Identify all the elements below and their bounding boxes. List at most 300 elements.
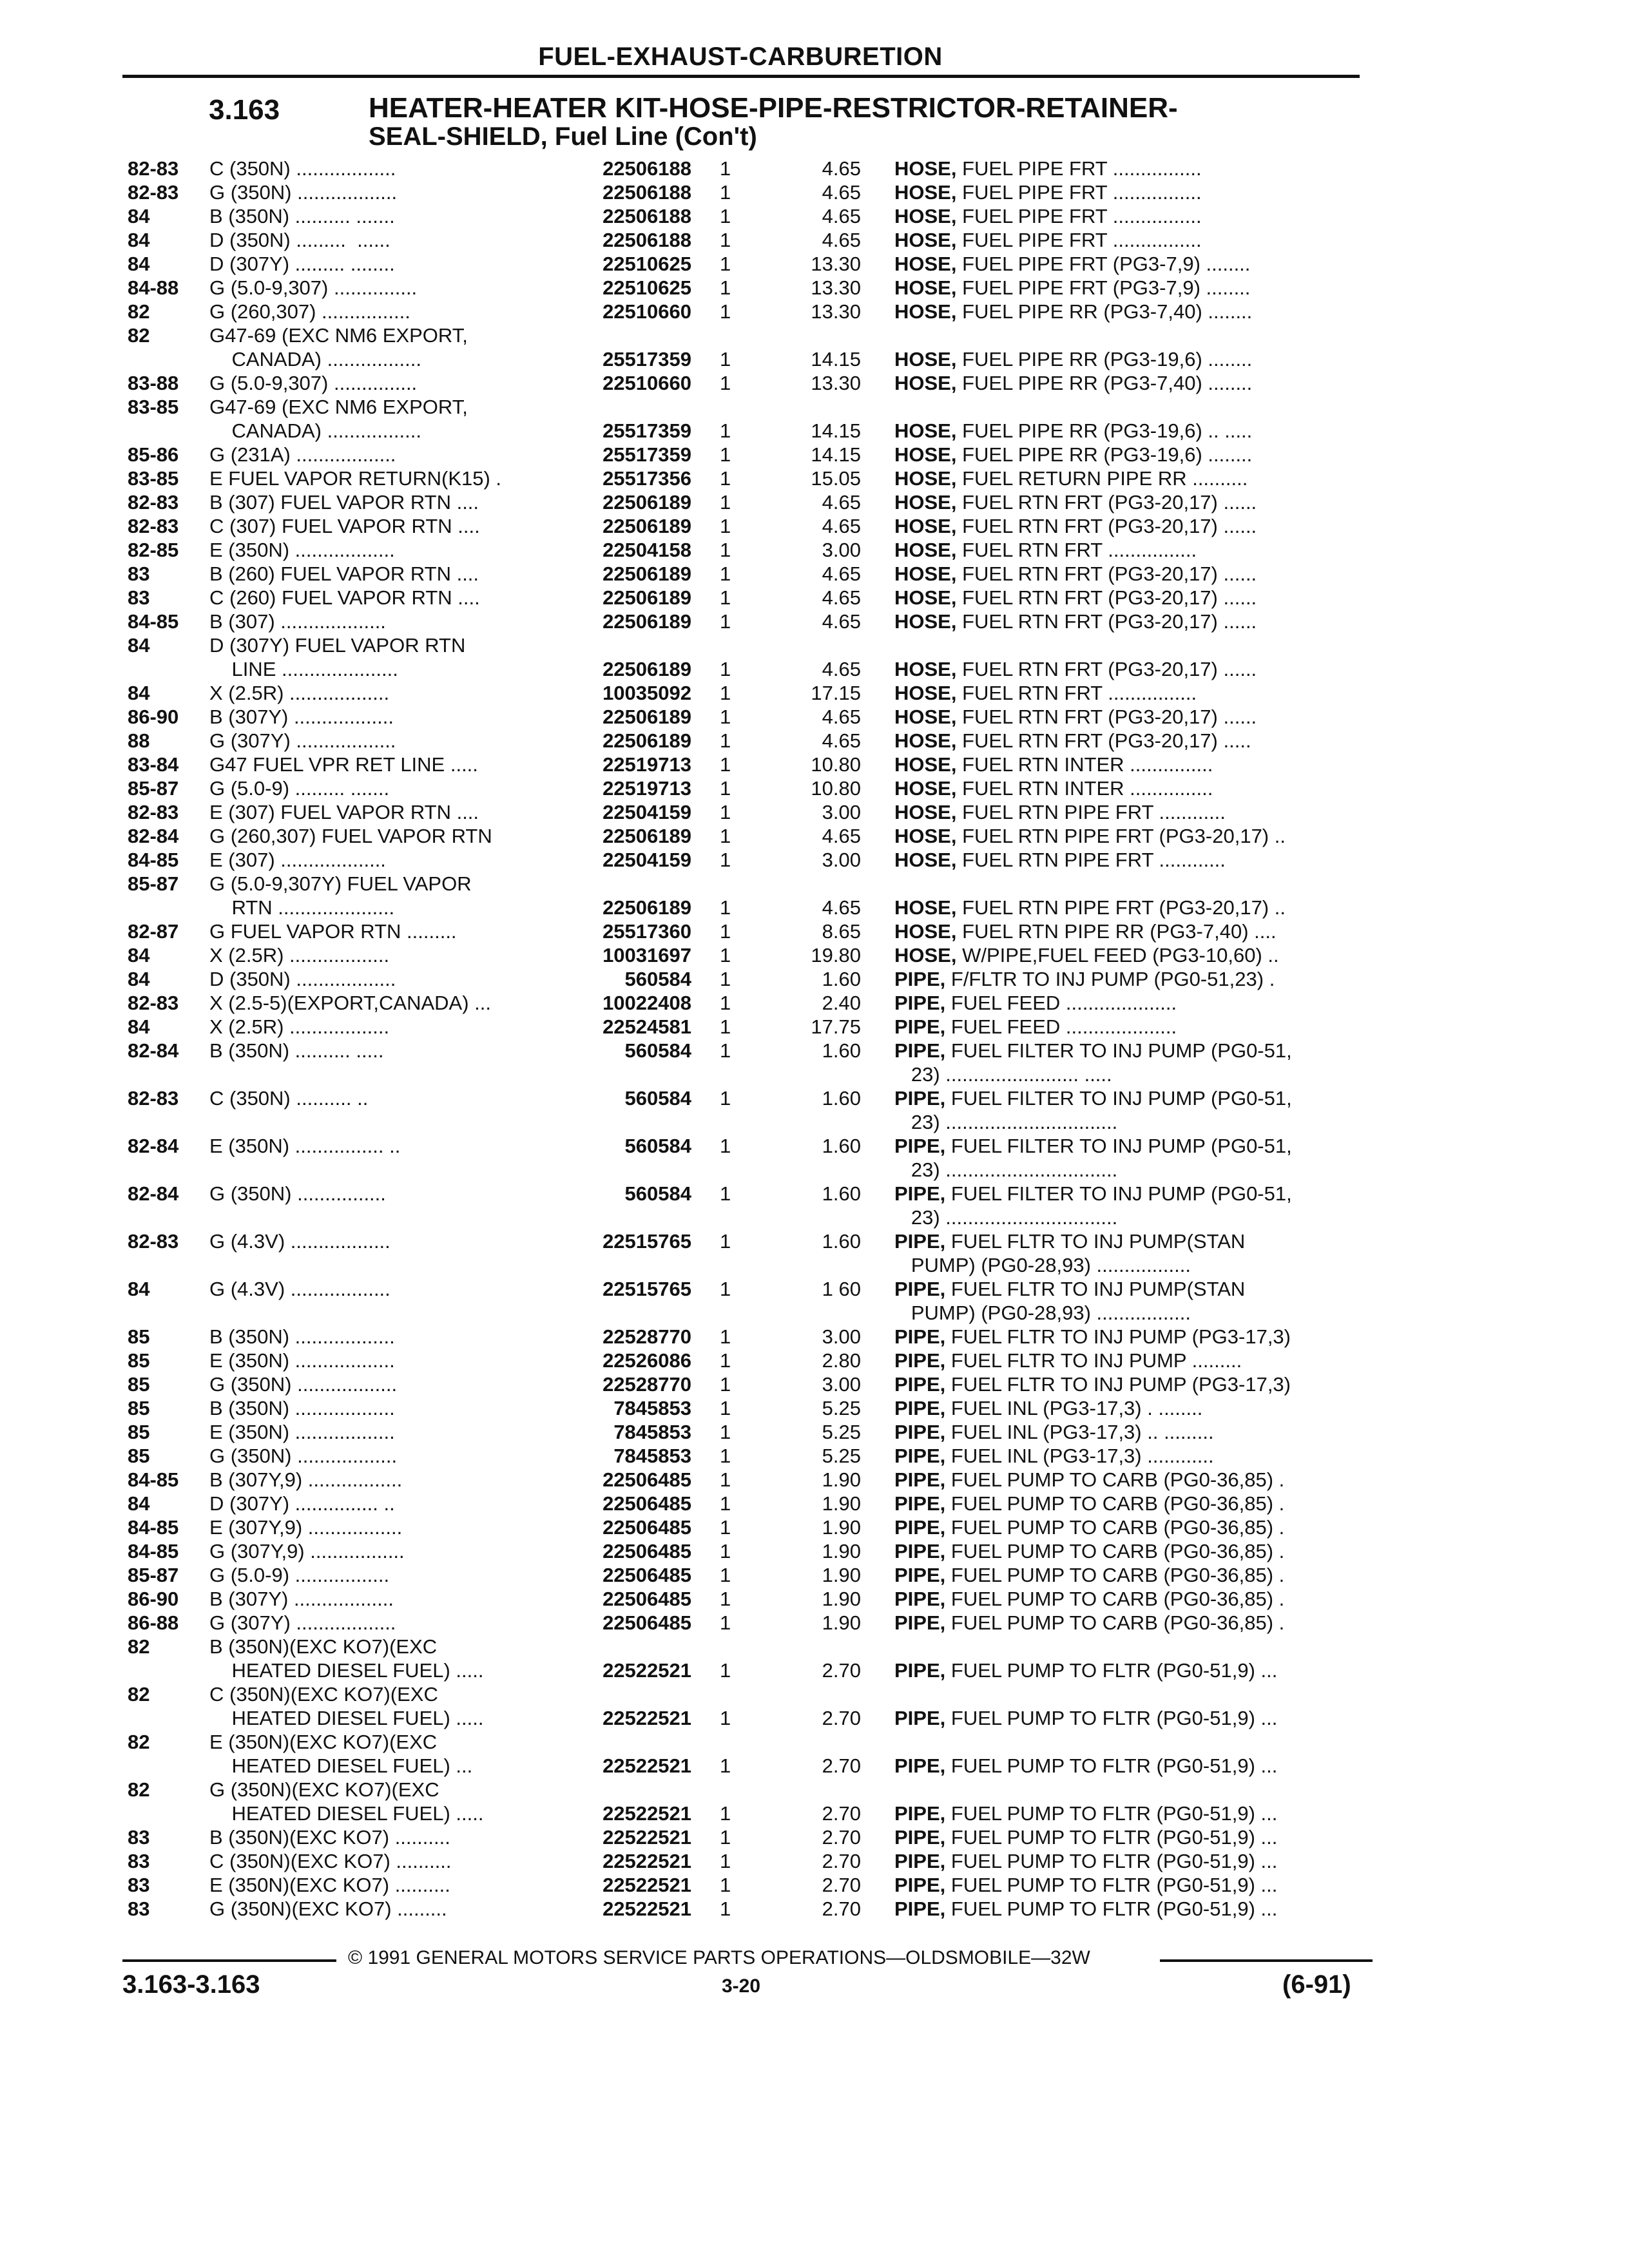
quantity: 1 <box>720 348 731 370</box>
application-desc: B (350N)(EXC KO7) .......... <box>209 1826 450 1849</box>
table-row <box>0 490 1629 514</box>
application-desc: C (350N) .......... .. <box>209 1087 369 1110</box>
part-number: 22506485 <box>602 1564 691 1586</box>
price: 4.65 <box>822 586 861 609</box>
table-row <box>0 1420 1629 1444</box>
application-desc: G (5.0-9,307) ............... <box>209 276 418 299</box>
part-name <box>894 1897 1365 1921</box>
table-row <box>0 1563 1629 1587</box>
table-row <box>0 443 1629 466</box>
model-year: 85 <box>128 1349 150 1372</box>
price: 13.30 <box>811 253 861 275</box>
part-name-text: FUEL FLTR TO INJ PUMP (PG3-17,3) <box>945 1373 1291 1396</box>
application-desc: G (5.0-9) ......... ....... <box>209 777 390 800</box>
footer-date-code: (6-91) <box>1282 1970 1351 1999</box>
part-name <box>894 729 1365 753</box>
application-desc: C (307) FUEL VAPOR RTN .... <box>209 515 480 537</box>
part-number: 22519713 <box>602 753 691 776</box>
part-name <box>894 1802 1365 1825</box>
part-name-type: HOSE, <box>894 753 957 776</box>
application-desc: X (2.5R) .................. <box>209 682 390 704</box>
model-year: 85-87 <box>128 777 179 800</box>
part-name-text: FUEL FLTR TO INJ PUMP (PG3-17,3) <box>945 1325 1291 1348</box>
table-row <box>0 1396 1629 1420</box>
part-number: 22506485 <box>602 1588 691 1610</box>
price: 4.65 <box>822 491 861 514</box>
price: 17.15 <box>811 682 861 704</box>
part-name-type: HOSE, <box>894 372 957 394</box>
price: 1.60 <box>822 968 861 990</box>
part-number: 25517356 <box>602 467 691 490</box>
table-row <box>0 1515 1629 1539</box>
header-rule <box>122 75 1360 78</box>
price: 1.90 <box>822 1468 861 1491</box>
part-name-type: PIPE, <box>894 1611 946 1634</box>
quantity: 1 <box>720 1373 731 1396</box>
part-number: 22506189 <box>602 586 691 609</box>
application-desc: CANADA) ................. <box>209 419 421 442</box>
price: 2.80 <box>822 1349 861 1372</box>
part-name <box>894 943 1365 967</box>
section-title <box>369 94 1178 151</box>
part-number: 22506189 <box>602 825 691 847</box>
model-year: 84 <box>128 1278 150 1300</box>
part-name-type: HOSE, <box>894 276 957 299</box>
price: 4.65 <box>822 181 861 204</box>
table-row <box>0 157 1629 180</box>
application-desc: X (2.5R) .................. <box>209 944 390 966</box>
table-row <box>0 1754 1629 1778</box>
part-name-type: PIPE, <box>894 1898 946 1920</box>
table-row <box>0 919 1629 943</box>
quantity: 1 <box>720 276 731 299</box>
table-row <box>0 776 1629 800</box>
part-name-type: PIPE, <box>894 1874 946 1896</box>
model-year: 82-83 <box>128 181 179 204</box>
part-name-text: 23) ........................ ..... <box>894 1063 1112 1086</box>
footer-rule-right <box>1160 1959 1373 1962</box>
footer-section-range: 3.163-3.163 <box>122 1970 260 1999</box>
part-name-text: FUEL RTN FRT ................ <box>956 682 1197 704</box>
quantity: 1 <box>720 849 731 871</box>
part-name-text: FUEL RTN FRT (PG3-20,17) ...... <box>956 562 1257 585</box>
quantity: 1 <box>720 1278 731 1300</box>
application-desc: G (307Y) .................. <box>209 1611 396 1634</box>
table-row <box>0 1682 1629 1706</box>
table-row <box>0 1468 1629 1492</box>
part-name-text: FUEL PIPE FRT ................ <box>956 157 1202 180</box>
application-desc: G FUEL VAPOR RTN ......... <box>209 920 457 943</box>
price: 1.90 <box>822 1516 861 1539</box>
part-name-text: FUEL PUMP TO CARB (PG0-36,85) . <box>945 1492 1285 1515</box>
part-name-text: F/FLTR TO INJ PUMP (PG0-51,23) . <box>945 968 1275 990</box>
application-desc: D (350N) ......... ...... <box>209 229 390 251</box>
price: 1.90 <box>822 1492 861 1515</box>
quantity: 1 <box>720 1397 731 1419</box>
part-name <box>894 1563 1365 1587</box>
table-row <box>0 1635 1629 1658</box>
part-number: 22506189 <box>602 896 691 919</box>
part-name-type: HOSE, <box>894 348 957 370</box>
application-desc: G (5.0-9,307) ............... <box>209 372 418 394</box>
part-name-text: FUEL FLTR TO INJ PUMP(STAN <box>945 1278 1246 1300</box>
table-row <box>0 1778 1629 1802</box>
part-name <box>894 276 1365 300</box>
table-row <box>0 1062 1629 1086</box>
part-name <box>894 1611 1365 1635</box>
model-year: 82 <box>128 300 150 323</box>
model-year: 83-85 <box>128 467 179 490</box>
footer-copyright: © 1991 GENERAL MOTORS SERVICE PARTS OPERATIONS—OLDSMOBILE—32W <box>348 1947 1090 1968</box>
quantity: 1 <box>720 1182 731 1205</box>
table-row <box>0 1325 1629 1349</box>
part-name-text: FUEL PIPE FRT ................ <box>956 205 1202 227</box>
quantity: 1 <box>720 1230 731 1253</box>
application-desc: D (307Y) ......... ........ <box>209 253 395 275</box>
price: 2.70 <box>822 1850 861 1872</box>
quantity: 1 <box>720 205 731 227</box>
model-year: 84 <box>128 1015 150 1038</box>
quantity: 1 <box>720 1015 731 1038</box>
part-name-type: HOSE, <box>894 253 957 275</box>
part-name-type: HOSE, <box>894 706 957 728</box>
quantity: 1 <box>720 253 731 275</box>
part-name <box>894 419 1365 443</box>
part-number: 22522521 <box>602 1850 691 1872</box>
part-name-type: PIPE, <box>894 1278 946 1300</box>
model-year: 84 <box>128 229 150 251</box>
table-row <box>0 276 1629 300</box>
quantity: 1 <box>720 1087 731 1110</box>
price: 3.00 <box>822 539 861 561</box>
application-desc: E (350N) ................ .. <box>209 1135 401 1157</box>
quantity: 1 <box>720 491 731 514</box>
part-number: 22510625 <box>602 276 691 299</box>
table-row <box>0 896 1629 919</box>
part-name <box>894 514 1365 538</box>
quantity: 1 <box>720 1588 731 1610</box>
part-name <box>894 1754 1365 1778</box>
application-desc: HEATED DIESEL FUEL) ..... <box>209 1707 484 1729</box>
model-year: 85-87 <box>128 1564 179 1586</box>
part-name-text: FUEL PUMP TO FLTR (PG0-51,9) ... <box>945 1659 1278 1682</box>
price: 1.60 <box>822 1039 861 1062</box>
part-name-text: FUEL PIPE RR (PG3-19,6) .. ..... <box>956 419 1253 442</box>
price: 4.65 <box>822 729 861 752</box>
model-year: 82-84 <box>128 1182 179 1205</box>
price: 1.60 <box>822 1135 861 1157</box>
part-number: 560584 <box>624 1039 691 1062</box>
quantity: 1 <box>720 1874 731 1896</box>
price: 1.90 <box>822 1540 861 1562</box>
part-number: 22510660 <box>602 372 691 394</box>
part-name-type: PIPE, <box>894 1468 946 1491</box>
part-name-type: PIPE, <box>894 1182 946 1205</box>
table-row <box>0 1658 1629 1682</box>
part-name <box>894 1349 1365 1372</box>
part-name <box>894 1420 1365 1444</box>
part-number: 10031697 <box>602 944 691 966</box>
part-name-text: FUEL PUMP TO CARB (PG0-36,85) . <box>945 1588 1285 1610</box>
part-name-type: HOSE, <box>894 920 957 943</box>
part-name <box>894 896 1365 919</box>
part-name <box>894 1229 1365 1253</box>
part-name-text: FUEL FILTER TO INJ PUMP (PG0-51, <box>945 1087 1292 1110</box>
table-row <box>0 466 1629 490</box>
part-name <box>894 753 1365 776</box>
application-desc: G (350N) ................ <box>209 1182 386 1205</box>
model-year: 84-88 <box>128 276 179 299</box>
model-year: 84 <box>128 682 150 704</box>
price: 5.25 <box>822 1397 861 1419</box>
price: 4.65 <box>822 562 861 585</box>
part-number: 22506189 <box>602 491 691 514</box>
quantity: 1 <box>720 682 731 704</box>
application-desc: C (350N)(EXC KO7)(EXC <box>209 1683 438 1706</box>
price: 13.30 <box>811 300 861 323</box>
part-number: 22522521 <box>602 1826 691 1849</box>
part-name-text: PUMP) (PG0-28,93) ................. <box>894 1302 1191 1324</box>
part-name-type: HOSE, <box>894 825 957 847</box>
price: 14.15 <box>811 443 861 466</box>
quantity: 1 <box>720 1850 731 1872</box>
part-name-type: HOSE, <box>894 896 957 919</box>
quantity: 1 <box>720 1898 731 1920</box>
model-year: 84 <box>128 944 150 966</box>
part-name-type: PIPE, <box>894 1707 946 1729</box>
table-row <box>0 1849 1629 1873</box>
part-name-text: FUEL FLTR TO INJ PUMP(STAN <box>945 1230 1246 1253</box>
quantity: 1 <box>720 825 731 847</box>
price: 4.65 <box>822 658 861 680</box>
table-row <box>0 252 1629 276</box>
part-name-type: PIPE, <box>894 1135 946 1157</box>
price: 2.70 <box>822 1659 861 1682</box>
application-desc: B (350N) .................. <box>209 1397 395 1419</box>
part-name <box>894 252 1365 276</box>
application-desc: D (307Y) ............... .. <box>209 1492 395 1515</box>
part-name-type: PIPE, <box>894 1015 946 1038</box>
part-name-type: PIPE, <box>894 1397 946 1419</box>
part-number: 22506485 <box>602 1468 691 1491</box>
quantity: 1 <box>720 777 731 800</box>
application-desc: B (307Y,9) ................. <box>209 1468 403 1491</box>
application-desc: G (350N)(EXC KO7) ......... <box>209 1898 447 1920</box>
part-name-text: FUEL INL (PG3-17,3) ............ <box>945 1445 1214 1467</box>
part-name <box>894 1039 1365 1062</box>
model-year: 83-88 <box>128 372 179 394</box>
part-name <box>894 1134 1365 1158</box>
part-name <box>894 1325 1365 1349</box>
price: 4.65 <box>822 205 861 227</box>
part-number: 22522521 <box>602 1754 691 1777</box>
table-row <box>0 1110 1629 1134</box>
application-desc: E (350N)(EXC KO7)(EXC <box>209 1731 438 1753</box>
quantity: 1 <box>720 753 731 776</box>
part-name-text: FUEL PUMP TO FLTR (PG0-51,9) ... <box>945 1898 1278 1920</box>
part-name <box>894 1825 1365 1849</box>
application-desc: C (350N)(EXC KO7) .......... <box>209 1850 452 1872</box>
part-number: 22506188 <box>602 157 691 180</box>
price: 19.80 <box>811 944 861 966</box>
table-row <box>0 991 1629 1015</box>
part-name <box>894 347 1365 371</box>
model-year: 82 <box>128 1778 150 1801</box>
model-year: 82-83 <box>128 1087 179 1110</box>
quantity: 1 <box>720 1445 731 1467</box>
table-row <box>0 943 1629 967</box>
application-desc: X (2.5-5)(EXPORT,CANADA) ... <box>209 992 491 1014</box>
quantity: 1 <box>720 992 731 1014</box>
model-year: 84-85 <box>128 1540 179 1562</box>
price: 4.65 <box>822 157 861 180</box>
part-number: 22526086 <box>602 1349 691 1372</box>
model-year: 82-83 <box>128 1230 179 1253</box>
model-year: 86-90 <box>128 706 179 728</box>
application-desc: RTN ..................... <box>209 896 395 919</box>
quantity: 1 <box>720 1039 731 1062</box>
part-name-text: FUEL FILTER TO INJ PUMP (PG0-51, <box>945 1182 1292 1205</box>
application-desc: CANADA) ................. <box>209 348 421 370</box>
part-name-type: PIPE, <box>894 1445 946 1467</box>
application-desc: E (307) FUEL VAPOR RTN .... <box>209 801 479 823</box>
model-year: 82-84 <box>128 1135 179 1157</box>
part-number: 22524581 <box>602 1015 691 1038</box>
part-number: 560584 <box>624 1087 691 1110</box>
table-row <box>0 1086 1629 1110</box>
application-desc: B (260) FUEL VAPOR RTN .... <box>209 562 479 585</box>
quantity: 1 <box>720 706 731 728</box>
table-row <box>0 1706 1629 1730</box>
part-name-text: FUEL RTN FRT (PG3-20,17) ...... <box>956 658 1257 680</box>
table-row <box>0 1802 1629 1825</box>
quantity: 1 <box>720 539 731 561</box>
footer-rule-left <box>122 1959 336 1962</box>
part-name-type: HOSE, <box>894 682 957 704</box>
model-year: 82-83 <box>128 801 179 823</box>
part-name <box>894 228 1365 252</box>
model-year: 85 <box>128 1445 150 1467</box>
part-number: 22510625 <box>602 253 691 275</box>
model-year: 84 <box>128 634 150 657</box>
table-row <box>0 800 1629 824</box>
price: 3.00 <box>822 1325 861 1348</box>
table-row <box>0 1897 1629 1921</box>
part-name <box>894 800 1365 824</box>
quantity: 1 <box>720 1468 731 1491</box>
price: 1.60 <box>822 1230 861 1253</box>
application-desc: E (350N)(EXC KO7) .......... <box>209 1874 450 1896</box>
model-year: 84-85 <box>128 1468 179 1491</box>
part-number: 560584 <box>624 1182 691 1205</box>
part-name-type: HOSE, <box>894 181 957 204</box>
price: 2.70 <box>822 1898 861 1920</box>
part-name <box>894 490 1365 514</box>
application-desc: G47-69 (EXC NM6 EXPORT, <box>209 396 468 418</box>
table-row <box>0 419 1629 443</box>
part-name-text: FUEL PIPE RR (PG3-19,6) ........ <box>956 443 1253 466</box>
part-name-text: FUEL RETURN PIPE RR .......... <box>956 467 1248 490</box>
part-number: 22506189 <box>602 610 691 633</box>
part-name <box>894 1253 1365 1277</box>
part-name-type: PIPE, <box>894 1588 946 1610</box>
model-year: 85-86 <box>128 443 179 466</box>
part-name-text: FUEL RTN PIPE FRT (PG3-20,17) .. <box>956 896 1286 919</box>
part-name-type: PIPE, <box>894 1802 946 1825</box>
price: 2.70 <box>822 1754 861 1777</box>
quantity: 1 <box>720 1659 731 1682</box>
quantity: 1 <box>720 1611 731 1634</box>
part-name-text: W/PIPE,FUEL FEED (PG3-10,60) .. <box>956 944 1279 966</box>
part-name-text: FUEL PIPE FRT ................ <box>956 181 1202 204</box>
table-row <box>0 1229 1629 1253</box>
model-year: 82-84 <box>128 1039 179 1062</box>
table-row <box>0 180 1629 204</box>
part-name-type: PIPE, <box>894 1373 946 1396</box>
model-year: 83 <box>128 1874 150 1896</box>
part-name-text: FUEL PUMP TO FLTR (PG0-51,9) ... <box>945 1802 1278 1825</box>
part-name-text: FUEL PIPE FRT (PG3-7,9) ........ <box>956 276 1251 299</box>
price: 3.00 <box>822 801 861 823</box>
part-name-type: PIPE, <box>894 1230 946 1253</box>
part-name-text: FUEL RTN INTER ............... <box>956 753 1213 776</box>
part-number: 7845853 <box>613 1445 691 1467</box>
table-row <box>0 300 1629 323</box>
quantity: 1 <box>720 1540 731 1562</box>
application-desc: G (5.0-9,307Y) FUEL VAPOR <box>209 872 472 895</box>
part-name <box>894 705 1365 729</box>
table-row <box>0 395 1629 419</box>
application-desc: D (307Y) FUEL VAPOR RTN <box>209 634 466 657</box>
table-row <box>0 228 1629 252</box>
table-row <box>0 1349 1629 1372</box>
part-number: 25517360 <box>602 920 691 943</box>
part-name-text: FUEL PUMP TO FLTR (PG0-51,9) ... <box>945 1826 1278 1849</box>
table-row <box>0 1134 1629 1158</box>
application-desc: G (350N)(EXC KO7)(EXC <box>209 1778 439 1801</box>
part-name-type: HOSE, <box>894 157 957 180</box>
model-year: 84-85 <box>128 610 179 633</box>
table-row <box>0 1372 1629 1396</box>
price: 10.80 <box>811 777 861 800</box>
part-number: 22504159 <box>602 849 691 871</box>
part-name <box>894 1444 1365 1468</box>
part-name-text: FUEL RTN FRT (PG3-20,17) ...... <box>956 610 1257 633</box>
model-year: 85-87 <box>128 872 179 895</box>
part-name-type: PIPE, <box>894 1325 946 1348</box>
quantity: 1 <box>720 658 731 680</box>
part-name <box>894 657 1365 681</box>
part-number: 22506189 <box>602 729 691 752</box>
quantity: 1 <box>720 372 731 394</box>
table-row <box>0 1182 1629 1206</box>
model-year: 82-83 <box>128 157 179 180</box>
price: 1.90 <box>822 1588 861 1610</box>
application-desc: B (307) ................... <box>209 610 386 633</box>
table-row <box>0 1611 1629 1635</box>
table-row <box>0 705 1629 729</box>
table-row <box>0 1539 1629 1563</box>
part-number: 560584 <box>624 1135 691 1157</box>
price: 1.90 <box>822 1611 861 1634</box>
part-number: 22506189 <box>602 706 691 728</box>
quantity: 1 <box>720 562 731 585</box>
part-name-text: FUEL RTN FRT (PG3-20,17) ...... <box>956 706 1257 728</box>
model-year: 88 <box>128 729 150 752</box>
part-name-type: HOSE, <box>894 610 957 633</box>
part-name-type: HOSE, <box>894 849 957 871</box>
application-desc: B (307) FUEL VAPOR RTN .... <box>209 491 479 514</box>
